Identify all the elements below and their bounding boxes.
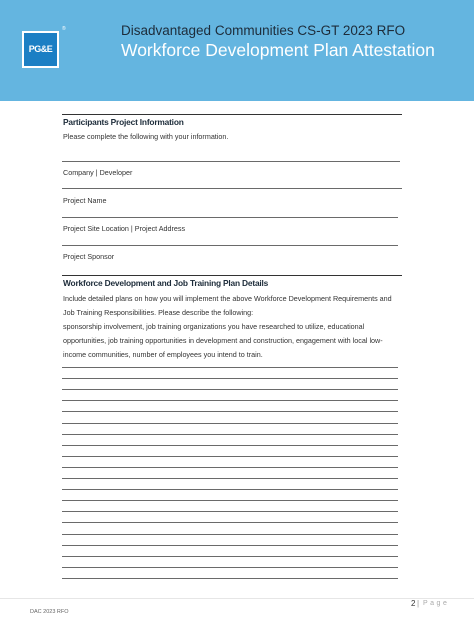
document-title: Workforce Development Plan Attestation (121, 40, 435, 60)
participants-instructions: Please complete the following with your information. (63, 132, 229, 141)
participants-heading: Participants Project Information (63, 117, 184, 127)
pge-logo (22, 31, 59, 68)
writing-line[interactable] (62, 522, 398, 523)
paragraph-line: opportunities, job training opportunities in development and construction, engagement with local low- (63, 336, 383, 345)
writing-line[interactable] (62, 467, 398, 468)
company-developer-label: Company | Developer (63, 168, 133, 177)
company-answer-line[interactable] (62, 161, 400, 162)
writing-line[interactable] (62, 489, 398, 490)
writing-line[interactable] (62, 400, 398, 401)
writing-line[interactable] (62, 578, 398, 579)
footer-divider (0, 598, 474, 599)
writing-line[interactable] (62, 423, 398, 424)
writing-line[interactable] (62, 545, 398, 546)
section-divider (62, 114, 402, 115)
writing-line[interactable] (62, 500, 398, 501)
page-separator: | (417, 599, 420, 608)
writing-line[interactable] (62, 389, 398, 390)
page-header (0, 0, 474, 101)
writing-line[interactable] (62, 434, 398, 435)
document-subtitle: Disadvantaged Communities CS-GT 2023 RFO (121, 23, 406, 38)
writing-line[interactable] (62, 534, 398, 535)
paragraph-line: income communities, number of employees you intend to train. (63, 350, 263, 359)
logo-text: PG&E (28, 44, 53, 54)
sponsor-answer-line[interactable] (62, 245, 398, 246)
writing-line[interactable] (62, 556, 398, 557)
paragraph-line: Include detailed plans on how you will implement the above Workforce Development Requirements and (63, 294, 392, 303)
writing-line[interactable] (62, 445, 398, 446)
project-name-label: Project Name (63, 196, 107, 205)
page-number: 2 (411, 599, 416, 608)
site-location-answer-line[interactable] (62, 217, 398, 218)
section-divider (62, 275, 402, 276)
project-sponsor-label: Project Sponsor (63, 252, 115, 261)
registered-mark: ® (62, 26, 66, 32)
writing-line[interactable] (62, 378, 398, 379)
writing-line[interactable] (62, 411, 398, 412)
paragraph-line: Job Training Responsibilities. Please describe the following: (63, 308, 254, 317)
footer-doc-id: DAC 2023 RFO (30, 609, 69, 615)
writing-line[interactable] (62, 567, 398, 568)
writing-line[interactable] (62, 511, 398, 512)
project-site-location-label: Project Site Location | Project Address (63, 224, 186, 233)
writing-line[interactable] (62, 367, 398, 368)
writing-line[interactable] (62, 456, 398, 457)
page-word: Page (423, 600, 450, 607)
paragraph-line: sponsorship involvement, job training organizations you have researched to utilize, educational (63, 322, 365, 331)
writing-line[interactable] (62, 478, 398, 479)
project-name-answer-line[interactable] (62, 188, 402, 189)
workforce-heading: Workforce Development and Job Training Plan Details (63, 278, 269, 288)
